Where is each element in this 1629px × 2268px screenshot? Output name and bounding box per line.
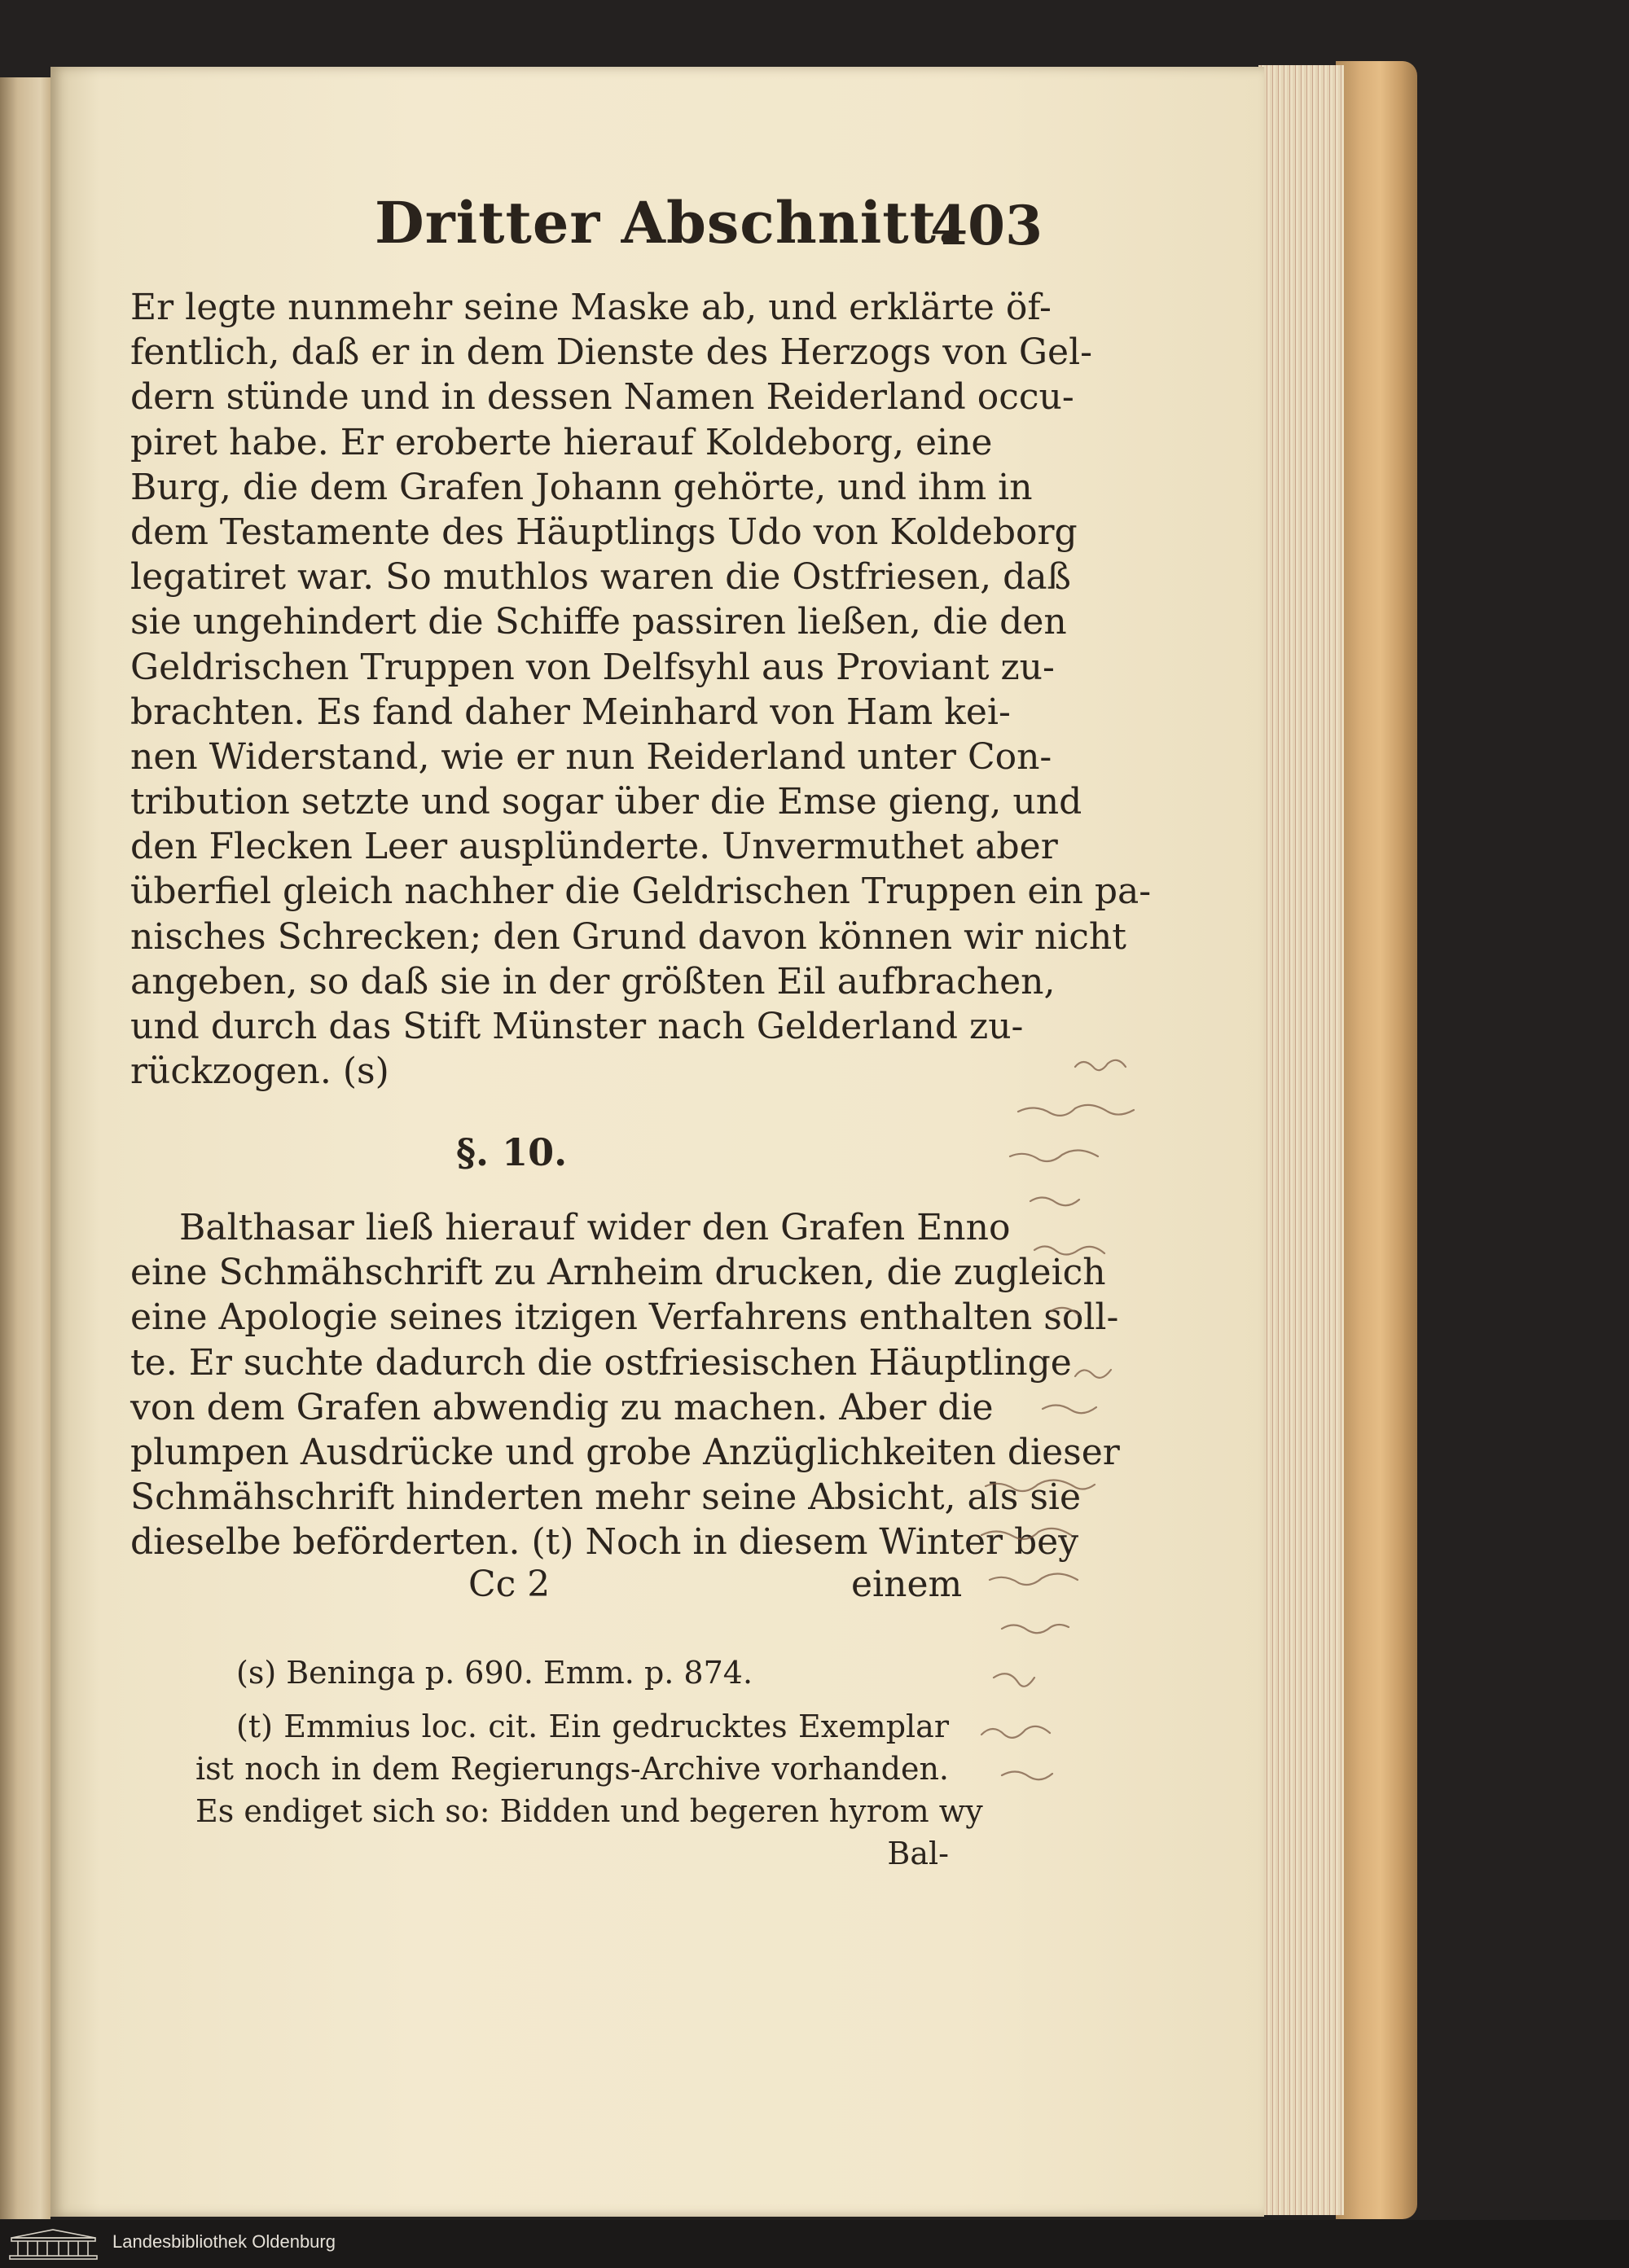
text-line: dem Testamente des Häuptlings Udo von Koldeborg — [130, 511, 1078, 553]
book-cover-edge — [1336, 61, 1417, 2219]
text-line: rückzogen. (s) — [130, 1051, 389, 1093]
text-line: plumpen Ausdrücke und grobe Anzüglichkeiten dieser — [130, 1431, 1120, 1473]
footnote-t-line: Bal- — [887, 1836, 949, 1871]
text-line: Burg, die dem Grafen Johann gehörte, und ihm in — [130, 466, 1033, 508]
text-line: angeben, so daß sie in der größten Eil aufbrachen, — [130, 960, 1056, 1002]
running-head — [375, 189, 1043, 270]
footnote-t-line: (t) Emmius loc. cit. Ein gedrucktes Exemplar — [236, 1709, 949, 1744]
page-number: 403 — [930, 194, 1043, 257]
text-line: fentlich, daß er in dem Dienste des Herzogs von Gel- — [130, 331, 1093, 374]
handwritten-marginalia — [953, 1034, 1262, 1808]
catchword: einem — [851, 1564, 963, 1605]
text-line: Schmähschrift hinderten mehr seine Absicht, als sie — [130, 1476, 1082, 1519]
text-line: überfiel gleich nachher die Geldrischen Truppen ein pa- — [130, 871, 1152, 913]
footnote-t-line: Es endiget sich so: Bidden und begeren hyrom wy — [195, 1793, 983, 1829]
text-line: Geldrischen Truppen von Delfsyhl aus Proviant zu- — [130, 646, 1055, 688]
text-line: sie ungehindert die Schiffe passiren ließen, die den — [130, 601, 1067, 643]
text-line: Balthasar ließ hierauf wider den Grafen Enno — [179, 1207, 1011, 1248]
running-head-title: Dritter Abschnitt. — [375, 189, 958, 257]
text-line: brachten. Es fand daher Meinhard von Ham kei- — [130, 691, 1011, 733]
text-line: und durch das Stift Münster nach Gelderland zu- — [130, 1006, 1024, 1047]
text-line: dern stünde und in dessen Namen Reiderland occu- — [130, 376, 1074, 419]
body-paragraph-1 — [130, 285, 1152, 1094]
text-line: tribution setzte und sogar über die Emse gieng, und — [130, 781, 1082, 823]
footnotes — [195, 1652, 983, 1875]
text-line: den Flecken Leer ausplünderte. Unvermuthet aber — [130, 826, 1058, 868]
section-heading: §. 10. — [456, 1130, 568, 1174]
text-line: von dem Grafen abwendig zu machen. Aber die — [130, 1386, 994, 1428]
text-line: nisches Schrecken; den Grund davon können wir nicht — [130, 915, 1126, 958]
library-building-icon — [7, 2226, 100, 2261]
library-name: Landesbibliothek Oldenburg — [112, 2231, 336, 2252]
footnote-s: (s) Beninga p. 690. Emm. p. 874. — [236, 1655, 753, 1691]
text-line: piret habe. Er eroberte hierauf Koldeborg, eine — [130, 421, 993, 463]
text-line: nen Widerstand, wie er nun Reiderland unter Con- — [130, 735, 1052, 778]
text-line: legatiret war. So muthlos waren die Ostfriesen, daß — [130, 556, 1071, 599]
page-stack-edges — [1258, 65, 1344, 2215]
text-line: dieselbe beförderten. (t) Noch in diesem Winter bey — [130, 1521, 1079, 1564]
footer-bar — [0, 2220, 1629, 2268]
text-line: eine Schmähschrift zu Arnheim drucken, die zugleich — [130, 1252, 1106, 1294]
signature-mark: Cc 2 — [468, 1564, 551, 1605]
footnote-t-line: ist noch in dem Regierungs-Archive vorhanden. — [195, 1751, 949, 1787]
text-line: te. Er suchte dadurch die ostfriesischen Häuptlinge — [130, 1341, 1072, 1384]
body-paragraph-2 — [130, 1205, 1120, 1565]
text-line: Er legte nunmehr seine Maske ab, und erklärte öf- — [130, 287, 1052, 328]
left-page-edge — [0, 77, 50, 2219]
text-line: eine Apologie seines itzigen Verfahrens enthalten soll- — [130, 1296, 1119, 1339]
